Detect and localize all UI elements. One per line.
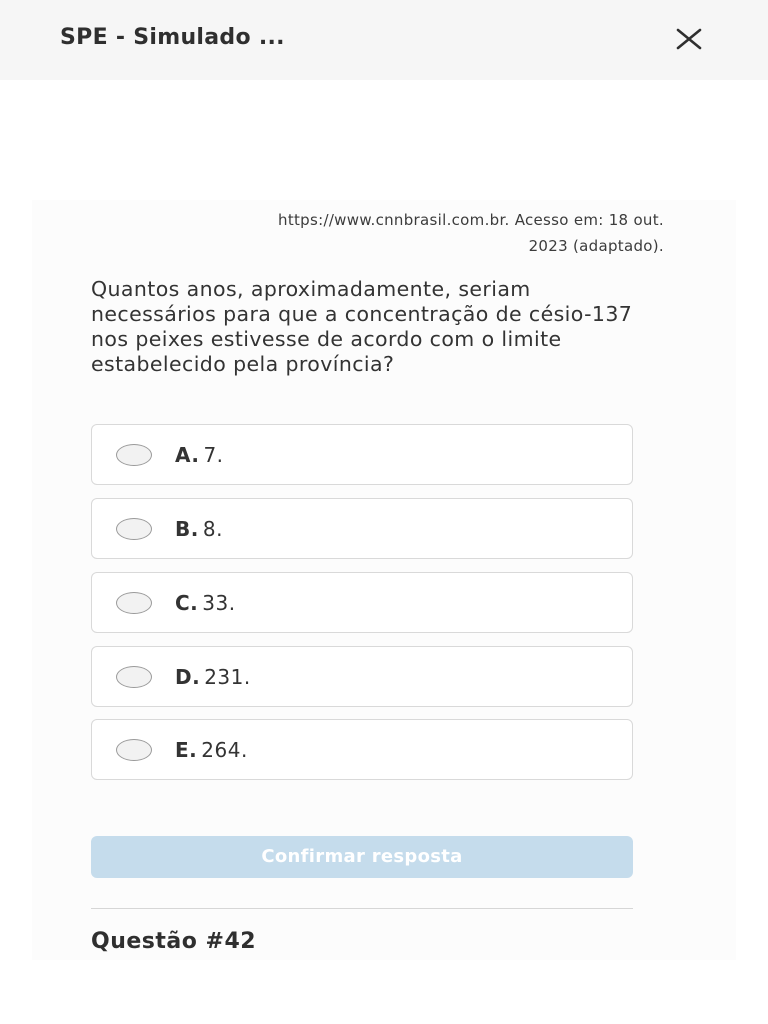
option-letter: C. <box>175 591 199 615</box>
option-letter: D. <box>175 665 201 689</box>
option-label <box>175 591 236 615</box>
option-a[interactable] <box>91 424 633 485</box>
radio-button[interactable] <box>116 739 152 761</box>
top-bar <box>0 0 768 80</box>
radio-button[interactable] <box>116 518 152 540</box>
radio-button[interactable] <box>116 666 152 688</box>
confirm-answer-button[interactable]: Confirmar resposta <box>91 836 633 878</box>
option-label <box>175 517 223 541</box>
source-line-1: https://www.cnnbrasil.com.br. Acesso em: 18 out. <box>278 211 664 229</box>
close-icon <box>672 22 706 56</box>
next-question-title: Questão #42 <box>91 929 257 954</box>
option-value: 8. <box>202 517 223 541</box>
option-d[interactable] <box>91 646 633 707</box>
option-letter: B. <box>175 517 199 541</box>
option-label <box>175 738 248 762</box>
option-c[interactable] <box>91 572 633 633</box>
option-label <box>175 665 251 689</box>
option-e[interactable] <box>91 719 633 780</box>
option-value: 231. <box>204 665 251 689</box>
option-b[interactable] <box>91 498 633 559</box>
radio-button[interactable] <box>116 444 152 466</box>
option-letter: A. <box>175 443 200 467</box>
option-value: 7. <box>203 443 224 467</box>
option-value: 264. <box>201 738 248 762</box>
option-letter: E. <box>175 738 198 762</box>
option-value: 33. <box>202 591 236 615</box>
source-citation <box>104 207 664 259</box>
question-text: Quantos anos, aproximadamente, seriam necessários para que a concentração de césio-137 nos peixes estivesse de acordo com o limite estabelecido pela província? <box>91 277 633 376</box>
divider <box>91 908 633 909</box>
page-title: SPE - Simulado ... <box>60 25 285 50</box>
radio-button[interactable] <box>116 592 152 614</box>
source-line-2: 2023 (adaptado). <box>528 237 664 255</box>
close-button[interactable] <box>672 22 706 56</box>
option-label <box>175 443 224 467</box>
